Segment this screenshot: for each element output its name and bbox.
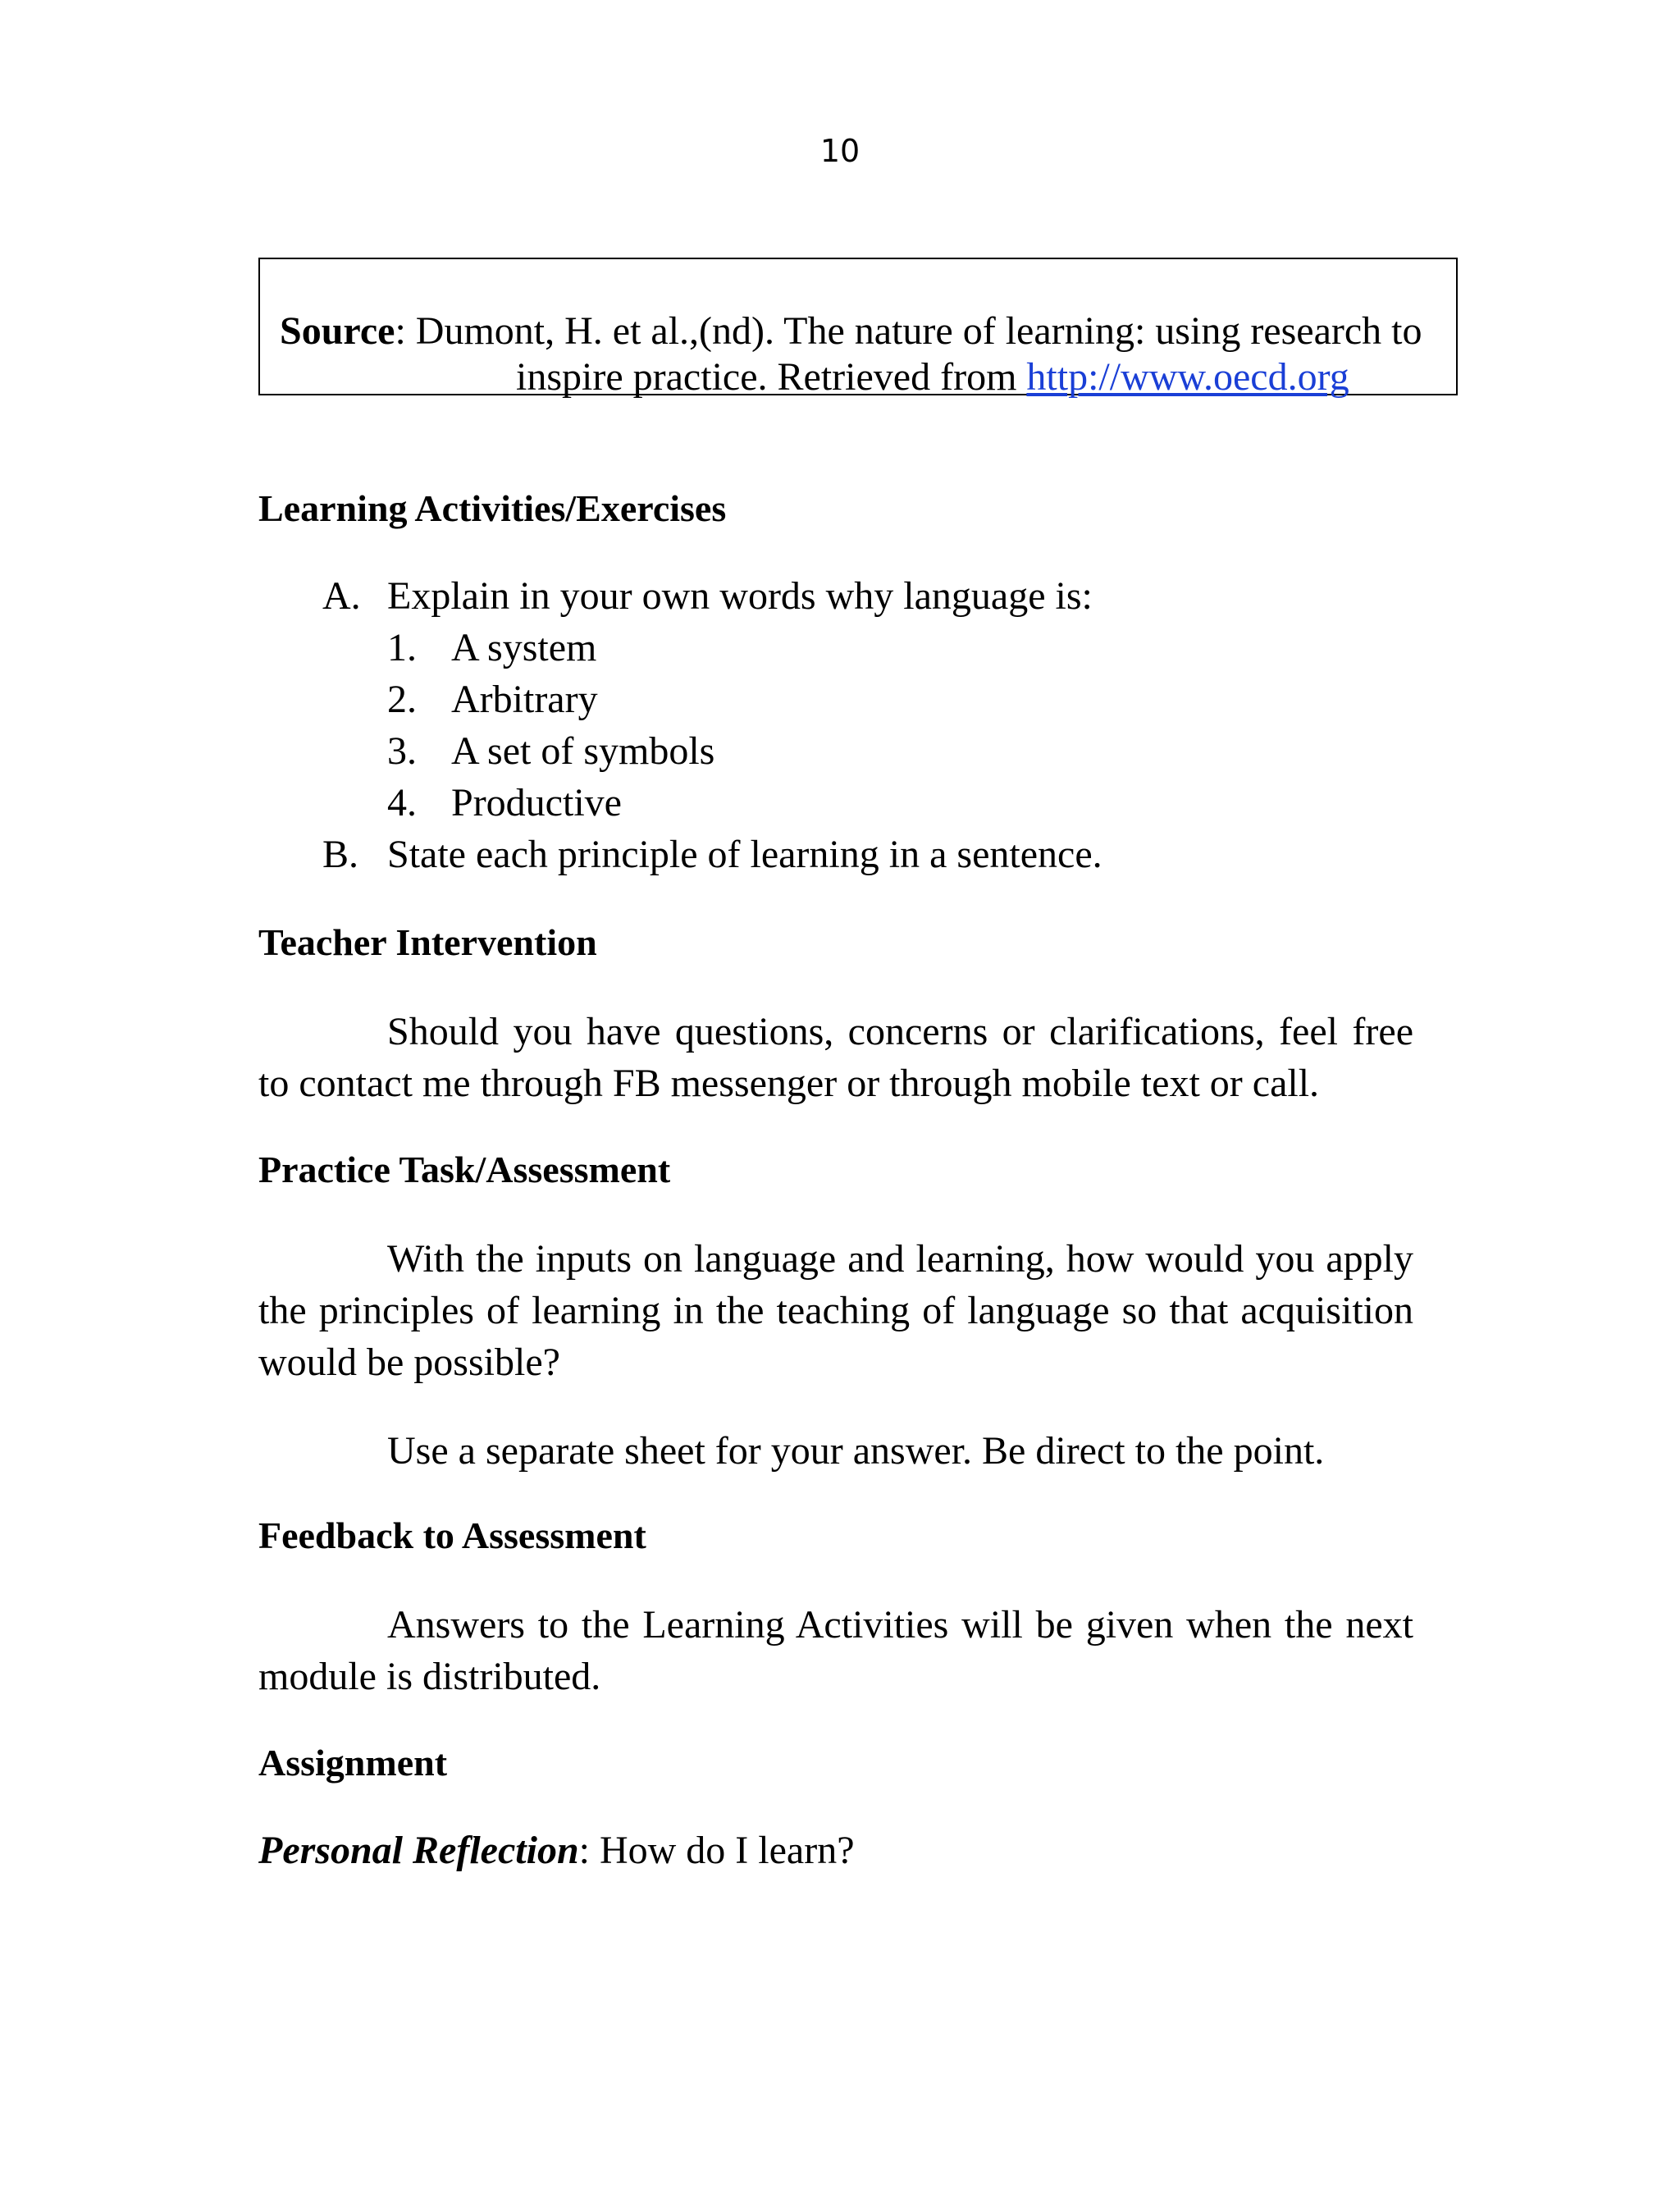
personal-reflection-label: Personal Reflection (258, 1829, 579, 1872)
practice-task-heading: Practice Task/Assessment (258, 1149, 671, 1190)
sub-item-2 (387, 677, 598, 723)
sub-item-1-text: A system (451, 626, 597, 669)
source-label: Source (280, 309, 395, 353)
assignment-heading: Assignment (258, 1742, 448, 1784)
source-line-1 (280, 308, 1422, 354)
practice-task-text-1: With the inputs on language and learning, how would you apply the principles of learning in the teaching of language so that acquisition would be possible? (258, 1237, 1413, 1384)
sub-item-3-text: A set of symbols (451, 729, 715, 773)
sub-marker-1: 1. (387, 626, 417, 669)
list-item-b-text: State each principle of learning in a sentence. (387, 833, 1102, 876)
practice-task-paragraph-1 (258, 1233, 1413, 1388)
sub-marker-2: 2. (387, 678, 417, 721)
learning-activities-heading: Learning Activities/Exercises (258, 487, 727, 529)
sub-item-2-text: Arbitrary (451, 678, 598, 721)
sub-item-3 (387, 729, 714, 774)
teacher-intervention-paragraph (258, 1006, 1413, 1109)
source-link[interactable]: http://www.oecd.org (1026, 355, 1349, 399)
list-marker-a: A. (322, 574, 361, 618)
sub-marker-4: 4. (387, 781, 417, 824)
feedback-paragraph (258, 1599, 1413, 1702)
source-retrieved-text: inspire practice. Retrieved from (516, 355, 1027, 399)
personal-reflection-text: : How do I learn? (578, 1829, 855, 1872)
feedback-text: Answers to the Learning Activities will be given when the next module is distributed. (258, 1603, 1413, 1698)
list-item-a-text: Explain in your own words why language is: (387, 574, 1093, 618)
source-line-2 (516, 354, 1349, 400)
source-citation-text: : Dumont, H. et al.,(nd). The nature of learning: using research to (395, 309, 1422, 353)
teacher-intervention-heading: Teacher Intervention (258, 921, 597, 963)
page-number: 10 (819, 133, 861, 169)
sub-item-4-text: Productive (451, 781, 622, 824)
feedback-heading: Feedback to Assessment (258, 1514, 646, 1556)
practice-task-paragraph-2 (258, 1425, 1413, 1477)
sub-marker-3: 3. (387, 729, 417, 773)
list-marker-b: B. (322, 833, 359, 876)
list-item-b (322, 832, 1102, 878)
teacher-intervention-text: Should you have questions, concerns or clarifications, feel free to contact me through FB messenger or through mobile text or call. (258, 1010, 1413, 1105)
list-item-a (322, 573, 1093, 619)
personal-reflection (258, 1828, 855, 1874)
sub-item-4 (387, 780, 622, 826)
sub-item-1 (387, 625, 596, 671)
source-citation-box (258, 258, 1458, 399)
practice-task-text-2: Use a separate sheet for your answer. Be direct to the point. (387, 1429, 1325, 1473)
